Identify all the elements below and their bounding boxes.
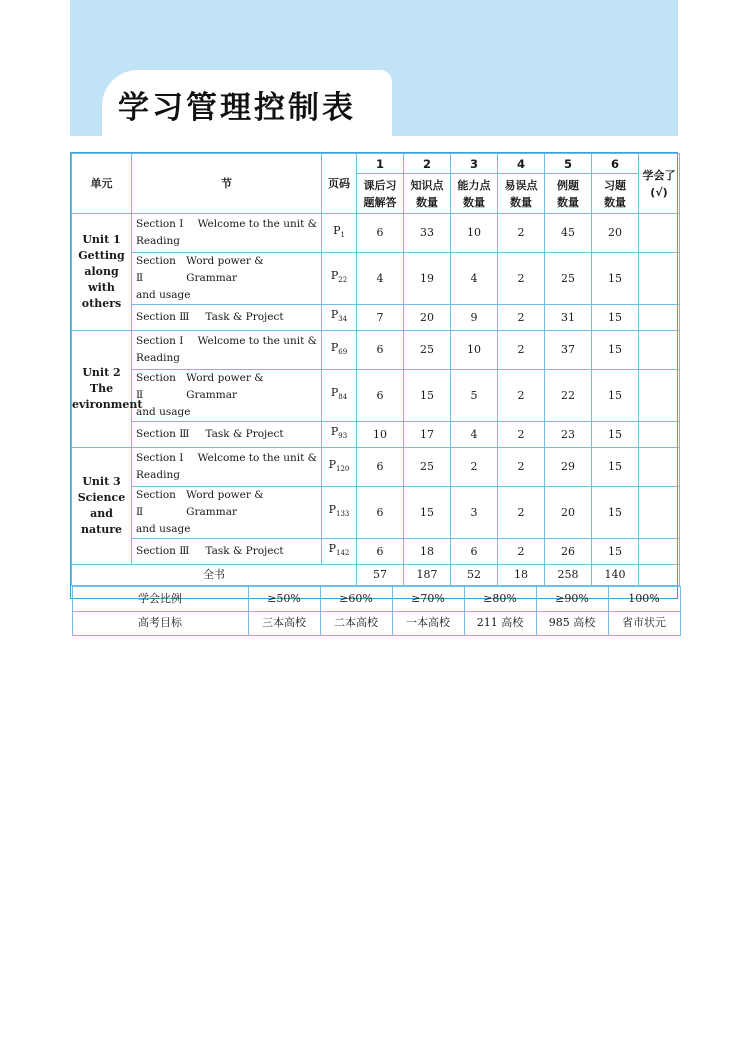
value-cell: 2 xyxy=(451,448,498,487)
page-cell xyxy=(322,305,357,331)
header-col-label-line2: 数量 xyxy=(463,195,485,209)
page-cell xyxy=(322,487,357,539)
value-cell: 20 xyxy=(404,305,451,331)
value-cell: 2 xyxy=(498,422,545,448)
value-cell: 20 xyxy=(545,487,592,539)
ratio-value: ≥90% xyxy=(536,587,608,612)
value-cell: 18 xyxy=(404,539,451,565)
section-number: Section Ⅰ xyxy=(136,218,184,230)
control-table xyxy=(71,153,680,636)
header-col-label xyxy=(451,174,498,214)
section-title-cont: and usage xyxy=(136,289,191,301)
page-number: 34 xyxy=(338,315,348,324)
goal-value: 一本高校 xyxy=(392,611,464,636)
value-cell: 15 xyxy=(592,305,639,331)
unit-name-cell xyxy=(72,214,132,331)
page-number: 69 xyxy=(338,348,348,357)
table-row xyxy=(72,253,680,305)
section-number: Section Ⅲ xyxy=(136,428,190,440)
value-cell: 19 xyxy=(404,253,451,305)
table-row xyxy=(72,370,680,422)
table-body xyxy=(72,154,680,637)
page-number: 22 xyxy=(338,276,348,285)
learned-checkbox-cell[interactable] xyxy=(639,214,680,253)
page-number: 120 xyxy=(336,465,350,474)
ratio-value: ≥50% xyxy=(248,587,320,612)
value-cell: 4 xyxy=(451,422,498,448)
value-cell: 15 xyxy=(592,487,639,539)
page-cell xyxy=(322,253,357,305)
unit-name-line: nature xyxy=(81,523,122,536)
value-cell: 6 xyxy=(451,539,498,565)
value-cell: 6 xyxy=(357,331,404,370)
unit-name-line: The xyxy=(89,382,114,395)
header-learned xyxy=(639,154,680,214)
value-cell: 4 xyxy=(357,253,404,305)
table-row xyxy=(72,305,680,331)
value-cell: 6 xyxy=(357,370,404,422)
value-cell: 15 xyxy=(592,539,639,565)
total-value: 140 xyxy=(592,565,639,586)
section-line1 xyxy=(136,426,317,443)
header-col-num: 3 xyxy=(451,154,498,174)
page-cell xyxy=(322,214,357,253)
section-title: Task & Project xyxy=(205,311,284,323)
section-number: Section Ⅲ xyxy=(136,545,190,557)
table-row xyxy=(72,448,680,487)
header-col-label xyxy=(357,174,404,214)
value-cell: 10 xyxy=(451,331,498,370)
section-line1 xyxy=(136,333,317,350)
section-title: Word power & Grammar xyxy=(186,489,264,518)
page-letter: P xyxy=(330,340,339,354)
section-line1 xyxy=(136,543,317,560)
value-cell: 2 xyxy=(498,214,545,253)
section-title: Word power & Grammar xyxy=(186,372,264,401)
footer-rows xyxy=(72,586,680,637)
learned-checkbox-cell[interactable] xyxy=(639,370,680,422)
section-title-cont: Reading xyxy=(136,352,180,364)
page-letter: P xyxy=(330,308,339,322)
goal-value: 211 高校 xyxy=(464,611,536,636)
goal-value: 二本高校 xyxy=(320,611,392,636)
page-cell xyxy=(322,331,357,370)
value-cell: 2 xyxy=(498,331,545,370)
value-cell: 10 xyxy=(357,422,404,448)
learned-checkbox-cell[interactable] xyxy=(639,422,680,448)
section-number: Section Ⅰ xyxy=(136,452,184,464)
unit-name-line: Unit 1 xyxy=(82,233,121,246)
learned-checkbox-cell[interactable] xyxy=(639,448,680,487)
section-line1 xyxy=(136,309,317,326)
section-cell xyxy=(132,487,322,539)
value-cell: 10 xyxy=(451,214,498,253)
page-title: 学习管理控制表 xyxy=(118,90,356,126)
footer-table xyxy=(72,586,681,636)
value-cell: 6 xyxy=(357,487,404,539)
page-letter: P xyxy=(333,223,341,237)
page-number: 93 xyxy=(338,432,348,441)
goal-value: 三本高校 xyxy=(248,611,320,636)
value-cell: 2 xyxy=(498,370,545,422)
section-line1 xyxy=(136,370,317,404)
section-cell xyxy=(132,305,322,331)
table-row xyxy=(72,331,680,370)
ratio-value: ≥60% xyxy=(320,587,392,612)
value-cell: 20 xyxy=(592,214,639,253)
section-title-cont: and usage xyxy=(136,406,191,418)
table-row xyxy=(72,539,680,565)
page-cell xyxy=(322,448,357,487)
value-cell: 22 xyxy=(545,370,592,422)
section-line1 xyxy=(136,450,317,467)
value-cell: 4 xyxy=(451,253,498,305)
page-letter: P xyxy=(328,542,337,556)
value-cell: 5 xyxy=(451,370,498,422)
ratio-value: 100% xyxy=(608,587,680,612)
total-learned-cell xyxy=(639,565,680,586)
section-title: Word power & Grammar xyxy=(186,255,264,284)
header-col-label xyxy=(498,174,545,214)
section-number: Section Ⅱ xyxy=(136,489,176,518)
value-cell: 7 xyxy=(357,305,404,331)
learned-checkbox-cell[interactable] xyxy=(639,539,680,565)
unit-name-line: Unit 3 xyxy=(82,475,121,488)
header-row-numbers xyxy=(72,154,680,174)
footer-container xyxy=(72,586,680,637)
page-cell xyxy=(322,539,357,565)
header-section: 节 xyxy=(132,154,322,214)
unit-name-line: and xyxy=(90,507,113,520)
value-cell: 29 xyxy=(545,448,592,487)
value-cell: 15 xyxy=(592,448,639,487)
section-title-cont: Reading xyxy=(136,469,180,481)
value-cell: 25 xyxy=(545,253,592,305)
header-col-num: 6 xyxy=(592,154,639,174)
value-cell: 2 xyxy=(498,487,545,539)
unit-name-line: others xyxy=(81,297,122,310)
page-letter: P xyxy=(330,425,339,439)
section-line1 xyxy=(136,253,317,287)
header-col-label-line2: 数量 xyxy=(416,195,438,209)
goal-label: 高考目标 xyxy=(72,611,248,636)
header-col-label-line1: 易误点 xyxy=(504,178,538,192)
total-value: 57 xyxy=(357,565,404,586)
section-cell xyxy=(132,214,322,253)
header-col-label-line1: 例题 xyxy=(557,178,579,192)
header-col-label-line1: 能力点 xyxy=(457,178,491,192)
value-cell: 9 xyxy=(451,305,498,331)
total-label: 全书 xyxy=(72,565,357,586)
header-learned-line1: 学会了 xyxy=(642,168,676,182)
unit-name-cell xyxy=(72,448,132,565)
section-number: Section Ⅰ xyxy=(136,335,184,347)
header-col-label xyxy=(545,174,592,214)
header-col-label xyxy=(592,174,639,214)
header-col-label-line2: 数量 xyxy=(604,195,626,209)
header-col-label-line2: 数量 xyxy=(557,195,579,209)
unit-name-line: Unit 2 xyxy=(82,366,121,379)
value-cell: 15 xyxy=(404,370,451,422)
header-col-num: 2 xyxy=(404,154,451,174)
value-cell: 6 xyxy=(357,539,404,565)
ratio-label: 学会比例 xyxy=(72,587,248,612)
header-page: 页码 xyxy=(322,154,357,214)
header-col-label-line2: 数量 xyxy=(510,195,532,209)
page-cell xyxy=(322,370,357,422)
section-cell xyxy=(132,539,322,565)
goal-value: 985 高校 xyxy=(536,611,608,636)
ratio-row xyxy=(72,587,680,612)
section-cell xyxy=(132,448,322,487)
value-cell: 2 xyxy=(498,305,545,331)
unit-name-line: with xyxy=(88,281,115,294)
page-letter: P xyxy=(328,503,337,517)
value-cell: 25 xyxy=(404,448,451,487)
value-cell: 17 xyxy=(404,422,451,448)
total-value: 258 xyxy=(545,565,592,586)
value-cell: 31 xyxy=(545,305,592,331)
section-number: Section Ⅱ xyxy=(136,372,176,401)
section-cell xyxy=(132,331,322,370)
header-col-label xyxy=(404,174,451,214)
value-cell: 6 xyxy=(357,448,404,487)
value-cell: 2 xyxy=(498,539,545,565)
control-table-frame xyxy=(70,152,678,630)
value-cell: 45 xyxy=(545,214,592,253)
section-title: Welcome to the unit & xyxy=(197,335,317,347)
page-letter: P xyxy=(330,386,339,400)
unit-name-line: Getting xyxy=(78,249,125,262)
ratio-value: ≥70% xyxy=(392,587,464,612)
learned-checkbox-cell[interactable] xyxy=(639,253,680,305)
header-col-label-line1: 习题 xyxy=(604,178,626,192)
section-number: Section Ⅱ xyxy=(136,255,176,284)
header-unit: 单元 xyxy=(72,154,132,214)
section-title: Task & Project xyxy=(205,545,284,557)
total-value: 187 xyxy=(404,565,451,586)
section-cell xyxy=(132,422,322,448)
learned-checkbox-cell[interactable] xyxy=(639,305,680,331)
page-number: 1 xyxy=(340,231,345,240)
header-col-num: 1 xyxy=(357,154,404,174)
value-cell: 15 xyxy=(404,487,451,539)
value-cell: 37 xyxy=(545,331,592,370)
title-tab xyxy=(102,70,392,136)
section-cell xyxy=(132,253,322,305)
unit-name-cell xyxy=(72,331,143,448)
value-cell: 15 xyxy=(592,253,639,305)
unit-name-line: along xyxy=(84,265,119,278)
section-line1 xyxy=(136,216,317,233)
value-cell: 6 xyxy=(357,214,404,253)
value-cell: 33 xyxy=(404,214,451,253)
value-cell: 15 xyxy=(592,422,639,448)
ratio-value: ≥80% xyxy=(464,587,536,612)
header-learned-line2: (√) xyxy=(650,185,668,199)
section-title: Task & Project xyxy=(205,428,284,440)
section-title: Welcome to the unit & xyxy=(197,218,317,230)
goal-value: 省市状元 xyxy=(608,611,680,636)
section-line1 xyxy=(136,487,317,521)
total-row xyxy=(72,565,680,586)
value-cell: 2 xyxy=(498,253,545,305)
header-col-label-line1: 知识点 xyxy=(410,178,444,192)
goal-row xyxy=(72,611,680,636)
total-value: 52 xyxy=(451,565,498,586)
header-col-label-line1: 课后习 xyxy=(363,178,397,192)
section-title-cont: Reading xyxy=(136,235,180,247)
header-col-label-line2: 题解答 xyxy=(363,195,397,209)
page-number: 84 xyxy=(338,393,348,402)
value-cell: 3 xyxy=(451,487,498,539)
section-cell xyxy=(132,370,322,422)
page-letter: P xyxy=(328,457,337,471)
value-cell: 15 xyxy=(592,370,639,422)
value-cell: 25 xyxy=(404,331,451,370)
page-number: 142 xyxy=(336,549,350,558)
page-number: 133 xyxy=(336,510,350,519)
section-title-cont: and usage xyxy=(136,523,191,535)
learned-checkbox-cell[interactable] xyxy=(639,331,680,370)
value-cell: 2 xyxy=(498,448,545,487)
table-row xyxy=(72,422,680,448)
table-row xyxy=(72,214,680,253)
header-col-num: 5 xyxy=(545,154,592,174)
unit-name-line: evironment xyxy=(72,398,143,411)
value-cell: 15 xyxy=(592,331,639,370)
page-cell xyxy=(322,422,357,448)
learned-checkbox-cell[interactable] xyxy=(639,487,680,539)
value-cell: 26 xyxy=(545,539,592,565)
table-row xyxy=(72,487,680,539)
header-col-num: 4 xyxy=(498,154,545,174)
page-letter: P xyxy=(330,269,339,283)
section-number: Section Ⅲ xyxy=(136,311,190,323)
value-cell: 23 xyxy=(545,422,592,448)
unit-name-line: Science xyxy=(77,491,126,504)
section-title: Welcome to the unit & xyxy=(197,452,317,464)
total-value: 18 xyxy=(498,565,545,586)
